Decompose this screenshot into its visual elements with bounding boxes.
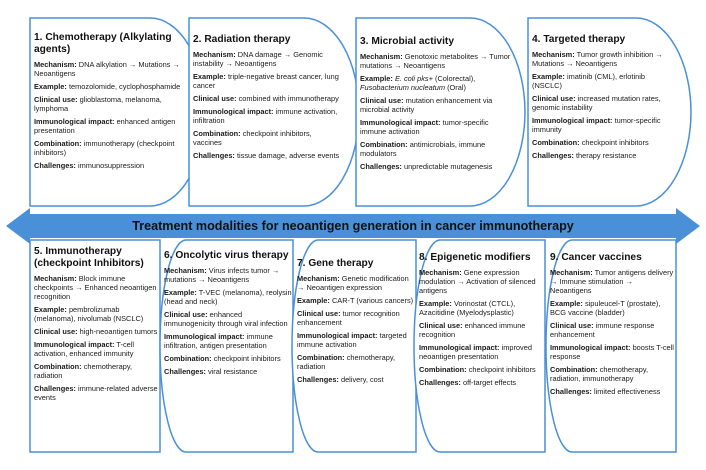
challenges-row: Challenges: off-target effects — [419, 377, 517, 387]
example-row: Example: Vorinostat (CTCL), Azacitidine (Myelodysplastic) — [419, 299, 516, 318]
combination-row: Combination: chemotherapy, radiation — [34, 361, 133, 380]
card-title: 7. Gene therapy — [297, 258, 374, 269]
card-targeted-therapy — [532, 34, 674, 163]
example-row: Example: E. coli pks+ (Colorectal), Fusobacterium nucleatum (Oral) — [360, 73, 476, 93]
combination-row: Combination: checkpoint inhibitors, vaccines — [193, 128, 312, 147]
mechanism-row: Mechanism: Genetic modification → Neoantigen expression — [297, 274, 409, 293]
example-row: Example: pembrolizumab (melanoma), nivolumab (NSCLC) — [34, 305, 144, 324]
example-row: Example: temozolomide, cyclophosphamide — [34, 82, 181, 91]
example-row: Example: triple-negative breast cancer, lung cancer — [193, 71, 339, 91]
combination-row: Combination: antimicrobials, immune modulators — [360, 139, 486, 158]
card-title: 8. Epigenetic modifiers — [419, 252, 531, 263]
immunological-impact-row: Immunological impact: T-cell activation, enhanced immunity — [34, 339, 135, 359]
mechanism-row: Mechanism: Genotoxic metabolites → Tumor mutations → Neoantigens — [360, 52, 511, 71]
immunological-impact-row: Immunological impact: immune activation, infiltration — [193, 106, 338, 125]
clinical-use-row: Clinical use: enhanced immunogenicity through viral infection — [164, 309, 288, 329]
combination-row: Combination: chemotherapy, radiation, immunotherapy — [550, 364, 649, 384]
challenges-row: Challenges: immune-related adverse events — [34, 383, 158, 402]
combination-row: Combination: chemotherapy, radiation — [297, 352, 396, 371]
card-title: 9. Cancer vaccines — [550, 252, 642, 263]
card-immunotherapy — [34, 246, 160, 406]
immunological-impact-row: Immunological impact: boosts T-cell response — [550, 343, 674, 362]
combination-row: Combination: immunotherapy (checkpoint inhibitors) — [34, 138, 175, 157]
mechanism-row: Mechanism: DNA alkylation → Mutations → Neoantigens — [34, 60, 180, 79]
challenges-row: Challenges: unpredictable mutagenesis — [360, 161, 493, 171]
immunological-impact-row: Immunological impact: improved neoantigen presentation — [419, 343, 532, 362]
card-title: 5. Immunotherapy (checkpoint Inhibitors) — [34, 246, 144, 270]
immunological-impact-row: Immunological impact: immune infiltration, antigen presentation — [164, 331, 273, 351]
challenges-row: Challenges: delivery, cost — [297, 374, 384, 384]
clinical-use-row: Clinical use: immune response enhancement — [550, 321, 655, 340]
clinical-use-row: Clinical use: high-neoantigen tumors — [34, 327, 158, 337]
card-chemotherapy — [34, 32, 186, 173]
clinical-use-row: Clinical use: tumor recognition enhancement — [297, 308, 400, 327]
mechanism-row: Mechanism: Tumor antigens delivery → Immune stimulation → Neoantigens — [550, 268, 674, 296]
immunological-impact-row: Immunological impact: tumor-specific immunity — [532, 115, 661, 135]
example-row: Example: imatinib (CML), erlotinib (NSCLC) — [532, 71, 645, 91]
diagram-title: Treatment modalities for neoantigen generation in cancer immunotherapy — [132, 219, 574, 233]
clinical-use-row: Clinical use: increased mutation rates, genomic instability — [532, 93, 661, 113]
card-gene-therapy — [297, 258, 415, 387]
clinical-use-row: Clinical use: enhanced immune recognition — [419, 321, 526, 340]
card-title: 2. Radiation therapy — [193, 34, 291, 45]
mechanism-row: Mechanism: Virus infects tumor → mutations → Neoantigens — [164, 266, 280, 285]
mechanism-row: Mechanism: Block immune checkpoints → Enhanced neoantigen recognition — [34, 274, 157, 302]
card-cancer-vaccines — [550, 252, 676, 400]
clinical-use-row: Clinical use: glioblastoma, melanoma, lymphoma — [34, 94, 162, 113]
card-microbial-activity — [360, 36, 516, 174]
combination-row: Combination: checkpoint inhibitors — [532, 137, 649, 147]
challenges-row: Challenges: limited effectiveness — [550, 386, 661, 396]
card-title: 6. Oncolytic virus therapy — [164, 250, 289, 261]
challenges-row: Challenges: viral resistance — [164, 366, 258, 376]
card-epigenetic-modifiers — [419, 252, 545, 390]
challenges-row: Challenges: tissue damage, adverse events — [193, 150, 340, 160]
combination-row: Combination: checkpoint inhibitors — [164, 353, 281, 363]
card-oncolytic-virus-therapy — [164, 250, 292, 379]
immunological-impact-row: Immunological impact: targeted immune activation — [297, 330, 407, 349]
immunological-impact-row: Immunological impact: enhanced antigen presentation — [34, 116, 176, 135]
example-row: Example: sipuleucel-T (prostate), BCG vaccine (bladder) — [550, 299, 661, 318]
challenges-row: Challenges: therapy resistance — [532, 150, 637, 160]
immunological-impact-row: Immunological impact: tumor-specific immune activation — [360, 117, 489, 137]
card-title: 4. Targeted therapy — [532, 34, 626, 45]
example-row: Example: CAR-T (various cancers) — [297, 295, 414, 305]
clinical-use-row: Clinical use: combined with immunotherapy — [193, 93, 339, 103]
combination-row: Combination: checkpoint inhibitors — [419, 364, 536, 374]
example-row: Example: T-VEC (melanoma), reolysin (head and neck) — [164, 287, 292, 307]
mechanism-row: Mechanism: Gene expression modulation → Activation of silenced antigens — [419, 268, 536, 296]
mechanism-row: Mechanism: DNA damage → Genomic instability → Neoantigens — [193, 50, 323, 69]
clinical-use-row: Clinical use: mutation enhancement via microbial activity — [360, 95, 493, 115]
card-radiation-therapy — [193, 34, 341, 163]
mechanism-row: Mechanism: Tumor growth inhibition → Mutations → Neoantigens — [532, 50, 663, 69]
card-title: 1. Chemotherapy (Alkylating agents) — [34, 32, 172, 56]
challenges-row: Challenges: immunosuppression — [34, 160, 145, 170]
card-title: 3. Microbial activity — [360, 36, 454, 47]
